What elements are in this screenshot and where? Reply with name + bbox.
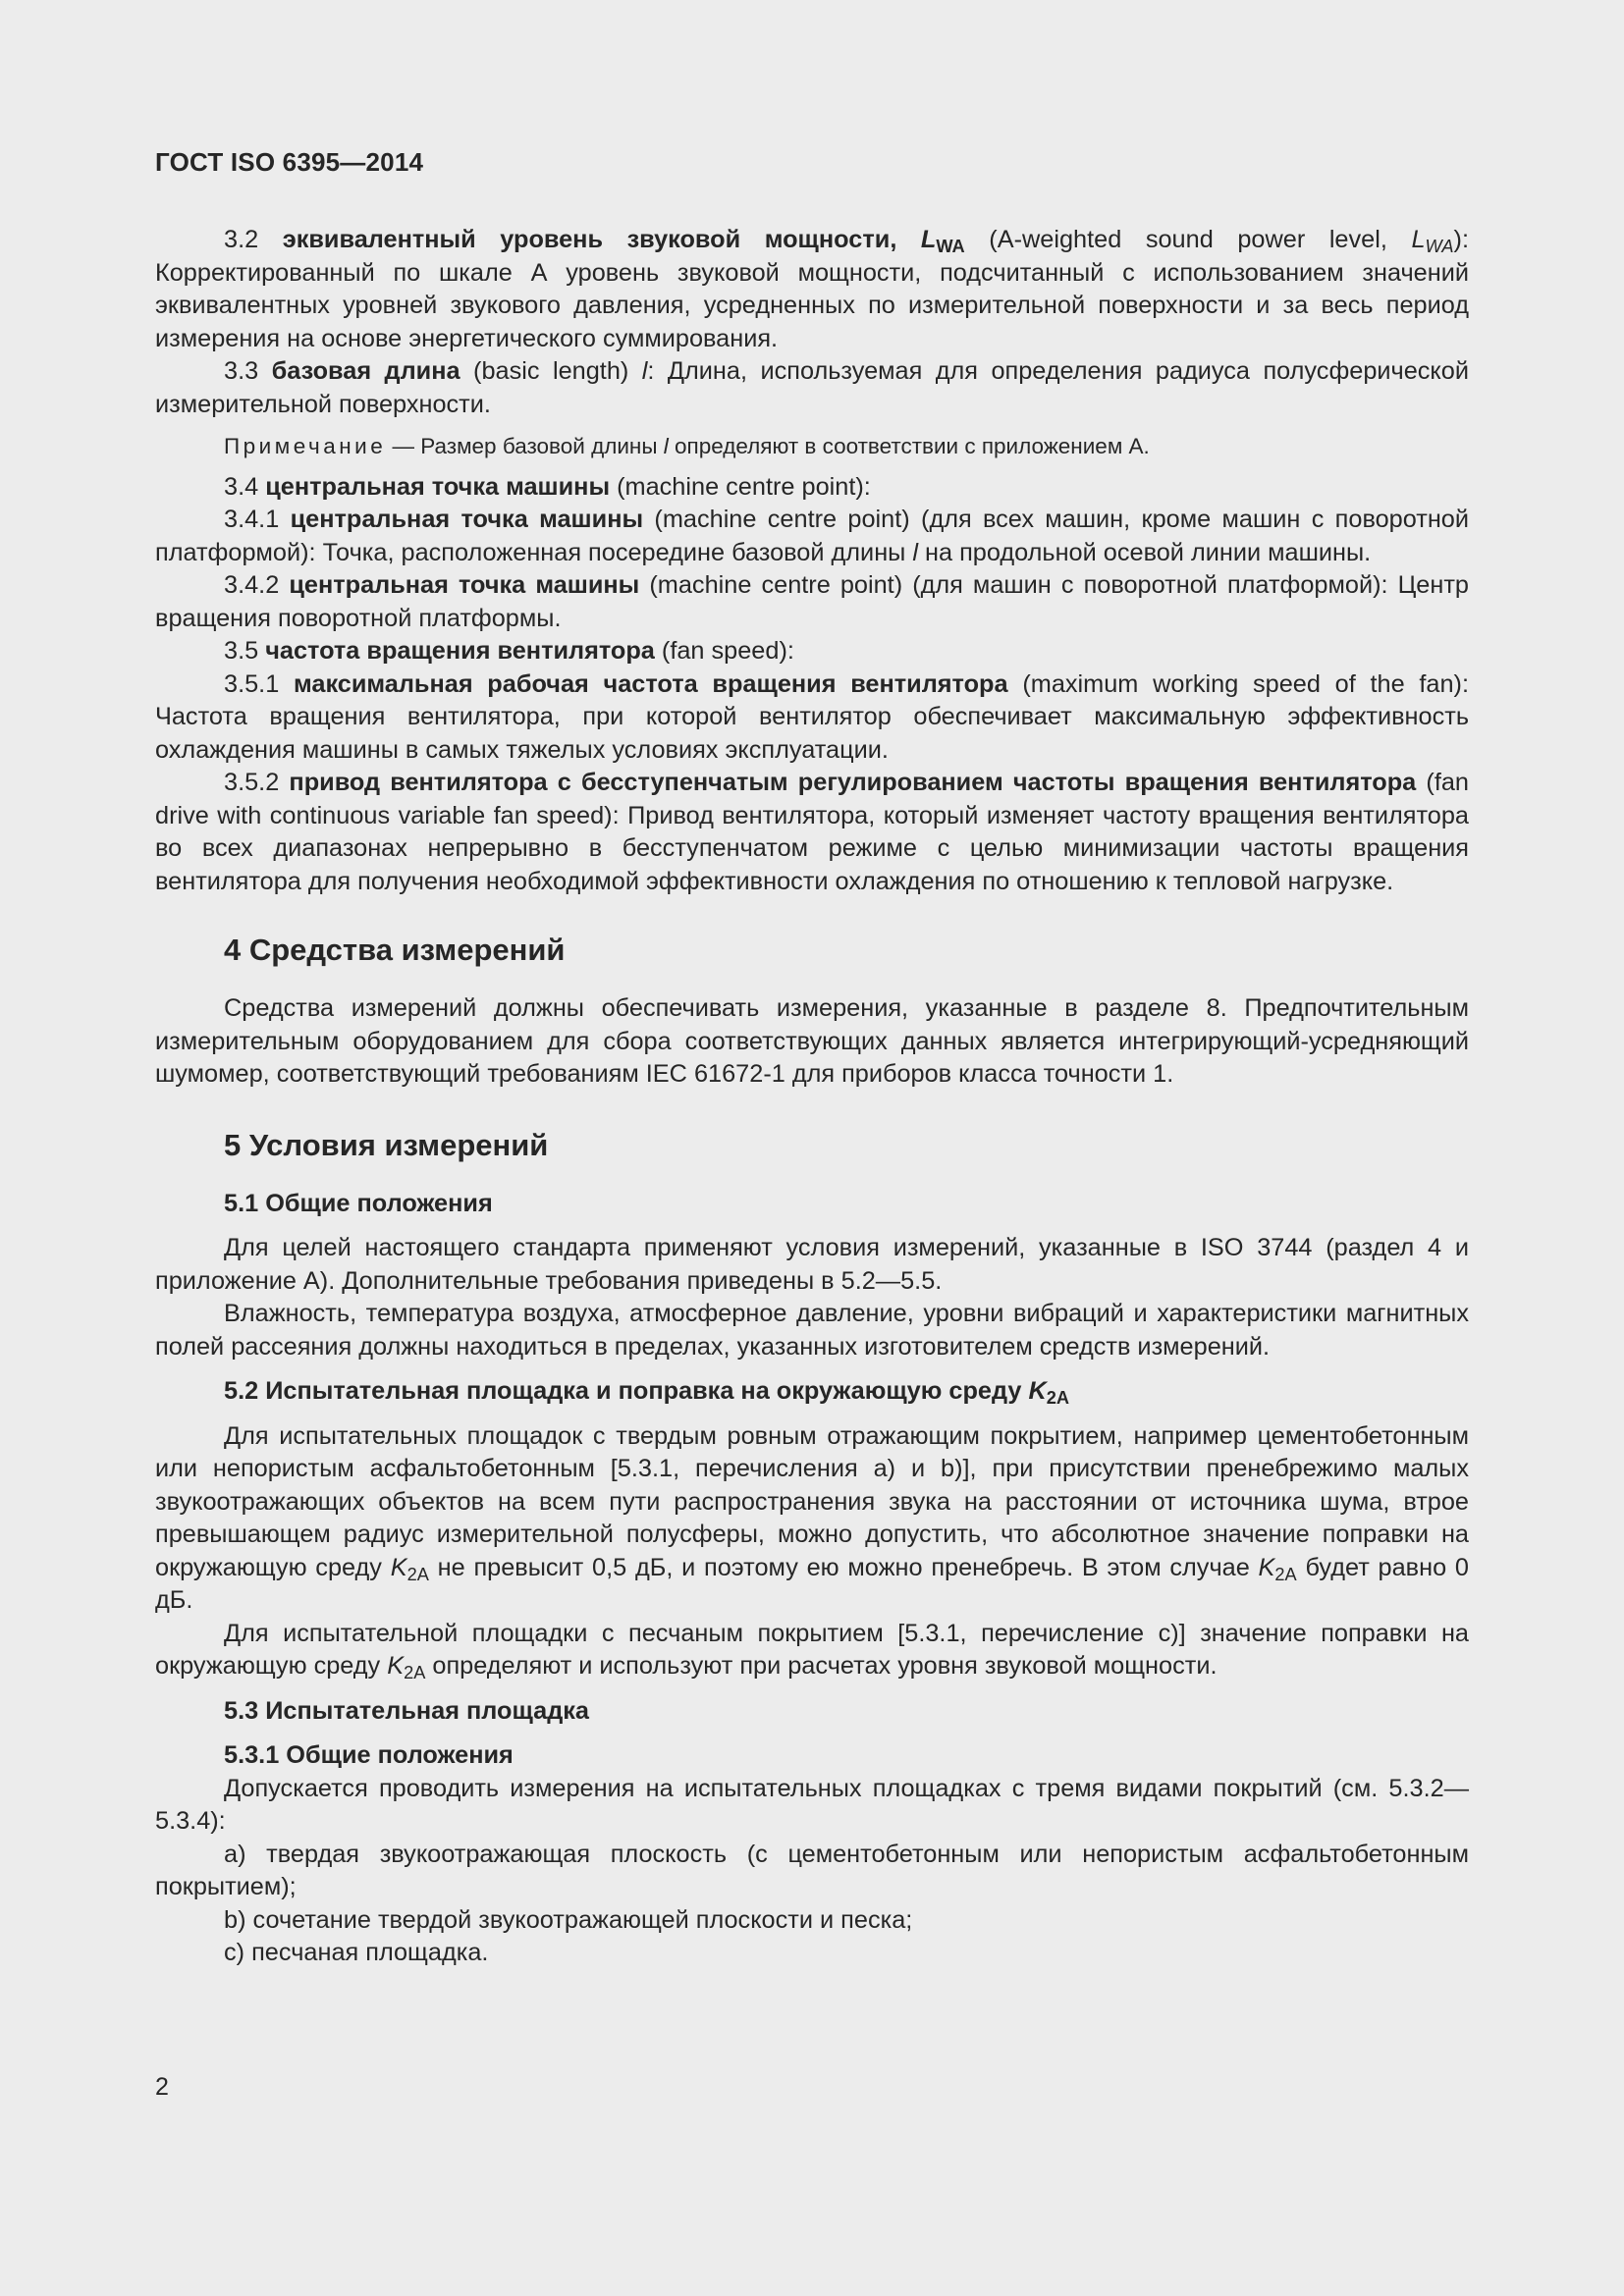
list-item: а) твердая звукоотражающая плоскость (с цементобетонным или непористым асфальтобетонным покрытием); <box>155 1840 1469 1900</box>
section-5-3-1-p1: Допускается проводить измерения на испытательных площадках с тремя видами покрытий (см. 5.3.2—5.3.4): <box>155 1774 1469 1835</box>
definition-3-3: 3.3 базовая длина (basic length) l: Длина, используемая для определения радиуса полусферической измерительной поверхности. <box>155 357 1469 418</box>
definition-3-4: 3.4 центральная точка машины (machine centre point): <box>224 472 871 501</box>
note: Примечание — Размер базовой длины l определяют в соответствии с приложением А. <box>224 434 1150 458</box>
definition-3-2: 3.2 эквивалентный уровень звуковой мощности, $L_{WA}$ (A-weighted sound power level, $L_{WA}$): Корректированный по шкале А уровень звуковой мощности, подсчитанный с использованием значений эквивалентных уровней звукового давления, усредненных по измерительной поверхности и за весь период измерения на основе энергетического суммирования. <box>155 226 1469 352</box>
section-5-2-heading: 5.2 Испытательная площадка и поправка на окружающую среду $K_{2A}$ <box>224 1377 1069 1408</box>
definition-3-4-1: 3.4.1 центральная точка машины (machine centre point) (для всех машин, кроме машин с поворотной платформой): Точка, расположенная посередине базовой длины l на продольной осевой линии машины. <box>155 506 1470 566</box>
definition-3-5-2: 3.5.2 привод вентилятора с бесступенчатым регулированием частоты вращения вентилятора (fan drive with continuous variable fan speed): Привод вентилятора, который изменяет частоту вращения вентилятора во всех диапазонах непрерывно в бесступенчатом режиме с целью минимизации частоты вращения вентилятора для получения необходимой эффективности охлаждения по отношению к тепловой нагрузке. <box>155 769 1470 895</box>
section-5-1-p1: Для целей настоящего стандарта применяют условия измерений, указанные в ISO 3744 (раздел 4 и приложение А). Дополнительные требования приведены в 5.2—5.5. <box>155 1234 1469 1295</box>
section-5-1-p2: Влажность, температура воздуха, атмосферное давление, уровни вибраций и характеристики магнитных полей рассеяния должны находиться в пределах, указанных изготовителем средств измерений. <box>155 1300 1469 1361</box>
page-header: ГОСТ ISO 6395—2014 <box>155 147 424 177</box>
section-5-2-p2: Для испытательной площадки с песчаным покрытием [5.3.1, перечисление с)] значение поправки на окружающую среду $K_{2A}$ определяют и используют при расчетах уровня звуковой мощности. <box>155 1619 1469 1682</box>
section-5-3-1-heading: 5.3.1 Общие положения <box>224 1741 514 1769</box>
definition-3-5: 3.5 частота вращения вентилятора (fan speed): <box>224 637 794 665</box>
list-item: b) сочетание твердой звукоотражающей плоскости и песка; <box>224 1905 913 1934</box>
definition-3-4-2: 3.4.2 центральная точка машины (machine centre point) (для машин с поворотной платформой): Центр вращения поворотной платформы. <box>155 571 1470 632</box>
section-5-1-heading: 5.1 Общие положения <box>224 1189 493 1217</box>
page-content <box>155 224 1469 1970</box>
section-4-heading: 4 Средства измерений <box>224 933 566 967</box>
list-item: с) песчаная площадка. <box>224 1939 489 1966</box>
section-4-text: Средства измерений должны обеспечивать измерения, указанные в разделе 8. Предпочтительным измерительным оборудованием для сбора соответствующих данных является интегрирующий-усредняющий шумомер, соответствующий требованиям IEC 61672-1 для приборов класса точности 1. <box>155 994 1469 1088</box>
section-5-2-p1: Для испытательных площадок с твердым ровным отражающим покрытием, например цементобетонным или непористым асфальтобетонным [5.3.1, перечисления а) и b)], при присутствии пренебрежимо малых звукоотражающих объектов на всем пути распространения звука на расстоянии от источника шума, втрое превышающем радиус измерительной полусферы, можно допустить, что абсолютное значение поправки на окружающую среду $K_{2A}$ не превысит 0,5 дБ, и поэтому ею можно пренебречь. В этом случае $K_{2A}$ будет равно 0 дБ. <box>155 1421 1469 1614</box>
section-5-3-heading: 5.3 Испытательная площадка <box>224 1696 589 1725</box>
section-5-heading: 5 Условия измерений <box>224 1127 549 1162</box>
page-number: 2 <box>155 2073 169 2101</box>
definition-3-5-1: 3.5.1 максимальная рабочая частота вращения вентилятора (maximum working speed of the fan): Частота вращения вентилятора, при которой вентилятор обеспечивает максимальную эффективность охлаждения машины в самых тяжелых условиях эксплуатации. <box>155 669 1469 764</box>
